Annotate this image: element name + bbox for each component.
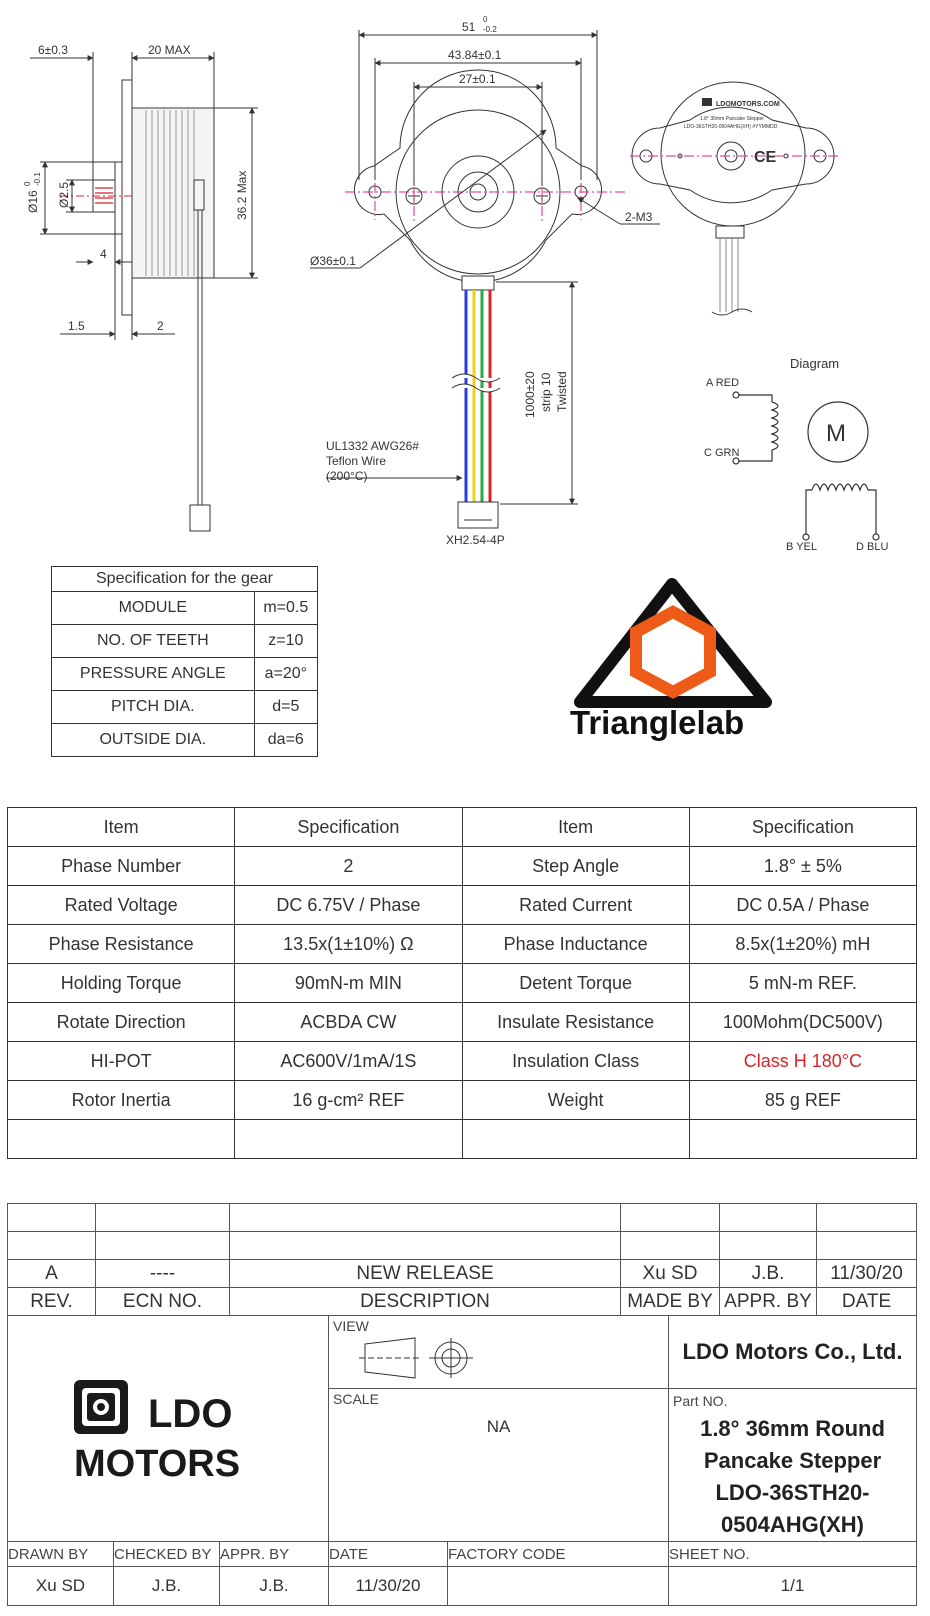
ldo-logo-line2: MOTORS xyxy=(74,1442,241,1482)
gear-spec-value: da=6 xyxy=(254,724,317,757)
part-title: 1.8° 36mm Round Pancake Stepper xyxy=(700,1416,885,1473)
dim-overall-tol-up: 0 xyxy=(483,15,488,24)
gear-spec-table xyxy=(51,566,318,757)
rev-empty xyxy=(96,1232,230,1260)
spec-header: Specification xyxy=(689,808,916,847)
revision-table xyxy=(7,1203,917,1316)
dim-shaft-dia: Ø2.5 xyxy=(57,181,71,208)
part-number: LDO-36STH20-0504AHG(XH) xyxy=(715,1480,870,1537)
part-cell xyxy=(669,1389,917,1542)
spec-value: 90mN-m MIN xyxy=(235,964,462,1003)
footer-value-checked-by: J.B. xyxy=(114,1567,220,1606)
front-flange-outline xyxy=(354,70,601,282)
spec-value: 85 g REF xyxy=(689,1081,916,1120)
back-cable-exit xyxy=(716,226,744,238)
scale-label: SCALE xyxy=(333,1391,379,1407)
back-line2: LDO-36STH20-0504AHG(XH) #YYMMDD xyxy=(684,124,778,130)
rev-header: REV. xyxy=(8,1288,96,1316)
wire-b-terminal xyxy=(803,534,809,540)
side-flange xyxy=(122,80,132,315)
footer-label-date: DATE xyxy=(329,1542,448,1567)
dim-flange: 6±0.3 xyxy=(38,43,68,57)
cable-strip: strip 10 xyxy=(539,372,553,412)
wire-c-label: C GRN xyxy=(704,447,740,459)
spec-value: DC 0.5A / Phase xyxy=(689,886,916,925)
dim-body-dia: Ø36±0.1 xyxy=(310,254,356,268)
rev-empty xyxy=(720,1204,817,1232)
rev-empty xyxy=(621,1232,720,1260)
wire-type: Teflon Wire xyxy=(326,454,387,468)
rev-empty xyxy=(230,1204,621,1232)
diagram-title: Diagram xyxy=(790,356,840,371)
spec-header: Item xyxy=(462,808,689,847)
ldo-logo-line1: LDO xyxy=(148,1391,233,1436)
cable-twisted: Twisted xyxy=(555,371,569,412)
rev-empty xyxy=(720,1232,817,1260)
gear-spec-value: z=10 xyxy=(254,625,317,658)
spec-value: 100Mohm(DC500V) xyxy=(689,1003,916,1042)
wire-temp: (200°C) xyxy=(326,469,368,483)
dim-height: 36.2 Max xyxy=(235,170,249,220)
footer-value-sheet-no: 1/1 xyxy=(669,1567,917,1606)
footer-label-checked-by: CHECKED BY xyxy=(114,1542,220,1567)
gear-spec-title: Specification for the gear xyxy=(52,567,318,592)
gear-spec-label: MODULE xyxy=(52,592,255,625)
cable-grommet xyxy=(462,276,494,290)
back-ce: CE xyxy=(754,149,777,166)
spec-header: Item xyxy=(8,808,235,847)
rev-empty xyxy=(8,1232,96,1260)
dim-overall-tol-low: -0.2 xyxy=(483,25,497,34)
side-plug xyxy=(190,505,210,531)
spec-empty xyxy=(235,1120,462,1159)
footer-label-appr-by: APPR. BY xyxy=(220,1542,329,1567)
spec-item: Phase Inductance xyxy=(462,925,689,964)
rev-empty xyxy=(817,1232,917,1260)
spec-item: Holding Torque xyxy=(8,964,235,1003)
part-label: Part NO. xyxy=(673,1393,728,1409)
footer-value-appr-by: J.B. xyxy=(220,1567,329,1606)
dim-overall: 51 xyxy=(462,20,476,34)
rev-value: A xyxy=(8,1260,96,1288)
spec-table xyxy=(7,807,917,1159)
screw-label: 2-M3 xyxy=(625,210,653,224)
spec-empty xyxy=(8,1120,235,1159)
ldo-logo-cell xyxy=(8,1316,329,1542)
connector-label: XH2.54-4P xyxy=(446,533,505,547)
rev-made-by: Xu SD xyxy=(621,1260,720,1288)
wire-d-label: D BLU xyxy=(856,541,889,553)
wire-d-terminal xyxy=(873,534,879,540)
spec-value: 16 g-cm² REF xyxy=(235,1081,462,1120)
spec-item: Weight xyxy=(462,1081,689,1120)
wire-a-terminal xyxy=(733,392,739,398)
rev-header: ECN NO. xyxy=(96,1288,230,1316)
view-cell xyxy=(329,1316,669,1389)
spec-value: 2 xyxy=(235,847,462,886)
technical-drawing xyxy=(0,0,930,560)
dim-2: 2 xyxy=(157,319,164,333)
spec-item: Detent Torque xyxy=(462,964,689,1003)
spec-item: Phase Resistance xyxy=(8,925,235,964)
footer-label-factory-code: FACTORY CODE xyxy=(448,1542,669,1567)
spec-item: Rated Voltage xyxy=(8,886,235,925)
dim-1-5: 1.5 xyxy=(68,319,85,333)
projection-symbol xyxy=(329,1336,499,1380)
spec-value: 5 mN-m REF. xyxy=(689,964,916,1003)
spec-empty xyxy=(689,1120,916,1159)
rev-empty xyxy=(621,1204,720,1232)
footer-value-drawn-by: Xu SD xyxy=(8,1567,114,1606)
motor-label: M xyxy=(826,420,846,447)
ldo-logo xyxy=(68,1372,268,1482)
company-cell xyxy=(669,1316,917,1389)
cable-length: 1000±20 xyxy=(523,371,537,418)
rev-header: DESCRIPTION xyxy=(230,1288,621,1316)
dim-body-width: 20 MAX xyxy=(148,43,191,57)
spec-value: 13.5x(1±10%) Ω xyxy=(235,925,462,964)
rev-header: DATE xyxy=(817,1288,917,1316)
spec-empty xyxy=(462,1120,689,1159)
wiring-diagram xyxy=(733,392,879,540)
spec-value: DC 6.75V / Phase xyxy=(235,886,462,925)
spec-value: ACBDA CW xyxy=(235,1003,462,1042)
gear-spec-value: d=5 xyxy=(254,691,317,724)
side-boss xyxy=(115,162,122,234)
spec-value: AC600V/1mA/1S xyxy=(235,1042,462,1081)
back-brand: LDOMOTORS.COM xyxy=(716,101,780,108)
dim-boss-dia: Ø16 xyxy=(26,190,40,213)
spec-item: HI-POT xyxy=(8,1042,235,1081)
gear-spec-label: PITCH DIA. xyxy=(52,691,255,724)
rev-header: MADE BY xyxy=(621,1288,720,1316)
spec-item: Step Angle xyxy=(462,847,689,886)
spec-header: Specification xyxy=(235,808,462,847)
footer-value-date: 11/30/20 xyxy=(329,1567,448,1606)
spec-value-insulation-class: Class H 180°C xyxy=(689,1042,916,1081)
scale-value: NA xyxy=(486,1417,511,1436)
company-name: LDO Motors Co., Ltd. xyxy=(682,1339,903,1364)
trianglelab-logo xyxy=(560,578,800,748)
back-line1: 1.8° 36mm Pancake Stepper xyxy=(700,116,764,122)
dim-boss-tol-low: -0.1 xyxy=(33,172,42,186)
view-label: VIEW xyxy=(333,1318,369,1334)
spec-item: Rated Current xyxy=(462,886,689,925)
gear-spec-value: a=20° xyxy=(254,658,317,691)
rev-header: APPR. BY xyxy=(720,1288,817,1316)
gear-spec-value: m=0.5 xyxy=(254,592,317,625)
dim-hole-pitch: 43.84±0.1 xyxy=(448,48,502,62)
gear-spec-label: NO. OF TEETH xyxy=(52,625,255,658)
wire-a-label: A RED xyxy=(706,377,740,389)
trianglelab-name: Trianglelab xyxy=(570,704,745,741)
rev-empty xyxy=(8,1204,96,1232)
spec-item: Rotor Inertia xyxy=(8,1081,235,1120)
ldo-logo-mark xyxy=(74,1380,128,1434)
footer-label-drawn-by: DRAWN BY xyxy=(8,1542,114,1567)
rev-ecn: ---- xyxy=(96,1260,230,1288)
rev-date: 11/30/20 xyxy=(817,1260,917,1288)
rev-description: NEW RELEASE xyxy=(230,1260,621,1288)
scale-cell xyxy=(329,1389,669,1542)
rev-empty xyxy=(230,1232,621,1260)
spec-item: Rotate Direction xyxy=(8,1003,235,1042)
gear-spec-label: OUTSIDE DIA. xyxy=(52,724,255,757)
spec-item: Insulation Class xyxy=(462,1042,689,1081)
wire-spec: UL1332 AWG26# xyxy=(326,439,419,453)
rev-appr-by: J.B. xyxy=(720,1260,817,1288)
rev-empty xyxy=(96,1204,230,1232)
footer-value-factory-code xyxy=(448,1567,669,1606)
spec-value: 8.5x(1±20%) mH xyxy=(689,925,916,964)
dim-screw-pitch: 27±0.1 xyxy=(459,72,496,86)
connector-plug xyxy=(458,502,498,528)
dim-4: 4 xyxy=(100,247,107,261)
side-view xyxy=(30,52,258,531)
footer-label-sheet-no: SHEET NO. xyxy=(669,1542,917,1567)
gear-spec-label: PRESSURE ANGLE xyxy=(52,658,255,691)
spec-value: 1.8° ± 5% xyxy=(689,847,916,886)
rev-empty xyxy=(817,1204,917,1232)
spec-item: Phase Number xyxy=(8,847,235,886)
dim-boss-tol: 0 xyxy=(23,181,32,186)
title-block xyxy=(7,1315,917,1606)
wire-b-label: B YEL xyxy=(786,541,817,553)
spec-item: Insulate Resistance xyxy=(462,1003,689,1042)
